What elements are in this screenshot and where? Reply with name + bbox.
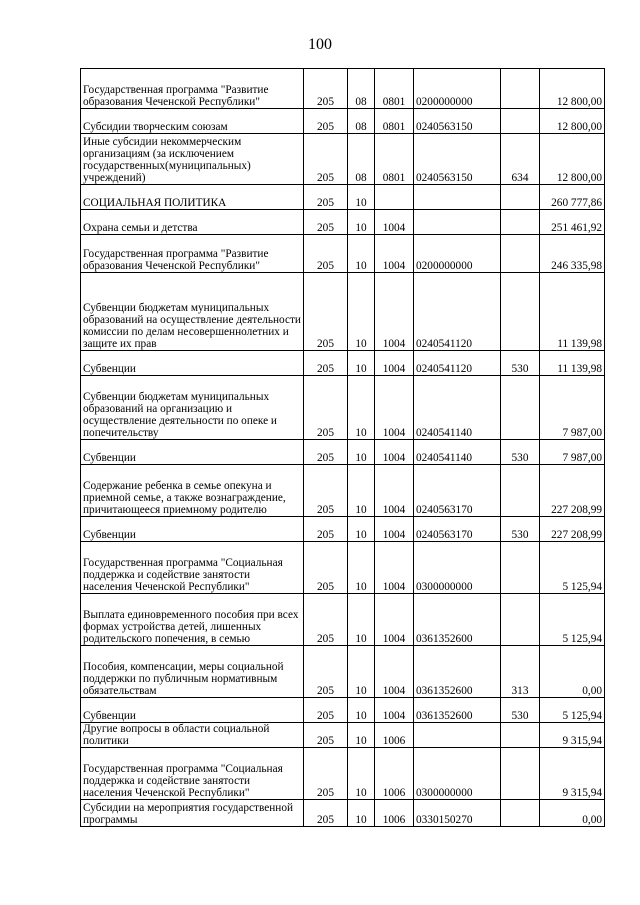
subsection-code-cell: 1006 bbox=[375, 800, 414, 827]
subsection-code-cell: 1004 bbox=[375, 376, 414, 440]
target-article-cell bbox=[414, 185, 501, 210]
section-code-cell: 10 bbox=[348, 210, 375, 235]
expense-type-cell: 313 bbox=[501, 646, 540, 698]
row-name-cell: Субсидии творческим союзам bbox=[81, 109, 304, 134]
row-name-cell: Государственная программа "Социальная поддержка и содействие занятости населения Чеченской Республики" bbox=[81, 748, 304, 800]
section-code-cell: 10 bbox=[348, 440, 375, 465]
subsection-code-cell: 1006 bbox=[375, 723, 414, 748]
target-article-cell: 0200000000 bbox=[414, 69, 501, 109]
glava-code-cell: 205 bbox=[304, 748, 348, 800]
table-row bbox=[81, 185, 605, 210]
table-row bbox=[81, 646, 605, 698]
subsection-code-cell: 1004 bbox=[375, 594, 414, 646]
expense-type-cell bbox=[501, 210, 540, 235]
amount-cell: 9 315,94 bbox=[540, 748, 605, 800]
amount-cell: 7 987,00 bbox=[540, 440, 605, 465]
expense-type-cell bbox=[501, 723, 540, 748]
table-row bbox=[81, 748, 605, 800]
row-name-cell: Государственная программа "Развитие образования Чеченской Республики" bbox=[81, 235, 304, 273]
glava-code-cell: 205 bbox=[304, 517, 348, 542]
glava-code-cell: 205 bbox=[304, 698, 348, 723]
glava-code-cell: 205 bbox=[304, 440, 348, 465]
amount-cell: 260 777,86 bbox=[540, 185, 605, 210]
row-name-cell: Субвенции бюджетам муниципальных образований на организацию и осуществление деятельности по опеке и попечительству bbox=[81, 376, 304, 440]
expense-type-cell: 530 bbox=[501, 440, 540, 465]
budget-table-body bbox=[81, 69, 605, 827]
target-article-cell: 0240541120 bbox=[414, 273, 501, 351]
table-row bbox=[81, 698, 605, 723]
subsection-code-cell: 1004 bbox=[375, 465, 414, 517]
row-name-cell: Другие вопросы в области социальной политики bbox=[81, 723, 304, 748]
section-code-cell: 10 bbox=[348, 594, 375, 646]
glava-code-cell: 205 bbox=[304, 134, 348, 185]
row-name-cell: Государственная программа "Развитие образования Чеченской Республики" bbox=[81, 69, 304, 109]
expense-type-cell: 530 bbox=[501, 517, 540, 542]
amount-cell: 9 315,94 bbox=[540, 723, 605, 748]
target-article-cell: 0240563170 bbox=[414, 465, 501, 517]
subsection-code-cell: 1004 bbox=[375, 542, 414, 594]
section-code-cell: 10 bbox=[348, 185, 375, 210]
glava-code-cell: 205 bbox=[304, 273, 348, 351]
section-code-cell: 08 bbox=[348, 109, 375, 134]
section-code-cell: 08 bbox=[348, 134, 375, 185]
expense-type-cell bbox=[501, 376, 540, 440]
table-row bbox=[81, 800, 605, 827]
section-code-cell: 10 bbox=[348, 748, 375, 800]
glava-code-cell: 205 bbox=[304, 69, 348, 109]
subsection-code-cell: 1004 bbox=[375, 351, 414, 376]
table-row bbox=[81, 273, 605, 351]
subsection-code-cell: 1004 bbox=[375, 235, 414, 273]
amount-cell: 5 125,94 bbox=[540, 698, 605, 723]
amount-cell: 7 987,00 bbox=[540, 376, 605, 440]
glava-code-cell: 205 bbox=[304, 351, 348, 376]
section-code-cell: 10 bbox=[348, 517, 375, 542]
row-name-cell: Субсидии на мероприятия государственной программы bbox=[81, 800, 304, 827]
row-name-cell: Субвенции bbox=[81, 698, 304, 723]
amount-cell: 251 461,92 bbox=[540, 210, 605, 235]
row-name-cell: Содержание ребенка в семье опекуна и приемной семье, а также вознаграждение, причитающееся приемному родителю bbox=[81, 465, 304, 517]
section-code-cell: 10 bbox=[348, 542, 375, 594]
subsection-code-cell: 1004 bbox=[375, 517, 414, 542]
section-code-cell: 10 bbox=[348, 351, 375, 376]
target-article-cell bbox=[414, 210, 501, 235]
amount-cell: 5 125,94 bbox=[540, 594, 605, 646]
row-name-cell: Охрана семьи и детства bbox=[81, 210, 304, 235]
table-row bbox=[81, 465, 605, 517]
table-row bbox=[81, 351, 605, 376]
target-article-cell bbox=[414, 723, 501, 748]
target-article-cell: 0330150270 bbox=[414, 800, 501, 827]
table-row bbox=[81, 517, 605, 542]
target-article-cell: 0240541140 bbox=[414, 440, 501, 465]
subsection-code-cell: 0801 bbox=[375, 109, 414, 134]
section-code-cell: 10 bbox=[348, 273, 375, 351]
amount-cell: 0,00 bbox=[540, 646, 605, 698]
expense-type-cell bbox=[501, 235, 540, 273]
subsection-code-cell bbox=[375, 185, 414, 210]
table-row bbox=[81, 210, 605, 235]
expense-type-cell bbox=[501, 273, 540, 351]
table-row bbox=[81, 723, 605, 748]
row-name-cell: Выплата единовременного пособия при всех формах устройства детей, лишенных родительского попечения, в семью bbox=[81, 594, 304, 646]
glava-code-cell: 205 bbox=[304, 376, 348, 440]
row-name-cell: Субвенции bbox=[81, 440, 304, 465]
expense-type-cell bbox=[501, 69, 540, 109]
section-code-cell: 10 bbox=[348, 698, 375, 723]
glava-code-cell: 205 bbox=[304, 210, 348, 235]
expense-type-cell: 634 bbox=[501, 134, 540, 185]
glava-code-cell: 205 bbox=[304, 185, 348, 210]
amount-cell: 12 800,00 bbox=[540, 134, 605, 185]
table-row bbox=[81, 235, 605, 273]
table-row bbox=[81, 109, 605, 134]
glava-code-cell: 205 bbox=[304, 594, 348, 646]
glava-code-cell: 205 bbox=[304, 542, 348, 594]
expense-type-cell: 530 bbox=[501, 698, 540, 723]
target-article-cell: 0240541120 bbox=[414, 351, 501, 376]
subsection-code-cell: 0801 bbox=[375, 134, 414, 185]
section-code-cell: 10 bbox=[348, 800, 375, 827]
table-row bbox=[81, 440, 605, 465]
subsection-code-cell: 1004 bbox=[375, 698, 414, 723]
target-article-cell: 0240563170 bbox=[414, 517, 501, 542]
target-article-cell: 0240563150 bbox=[414, 109, 501, 134]
subsection-code-cell: 1004 bbox=[375, 210, 414, 235]
row-name-cell: Иные субсидии некоммерческим организациям (за исключением государственных(муниципальных) учреждений) bbox=[81, 134, 304, 185]
expense-type-cell bbox=[501, 748, 540, 800]
section-code-cell: 10 bbox=[348, 376, 375, 440]
target-article-cell: 0361352600 bbox=[414, 594, 501, 646]
section-code-cell: 10 bbox=[348, 465, 375, 517]
expense-type-cell bbox=[501, 465, 540, 517]
target-article-cell: 0361352600 bbox=[414, 646, 501, 698]
target-article-cell: 0240563150 bbox=[414, 134, 501, 185]
row-name-cell: Субвенции бюджетам муниципальных образований на осуществление деятельности комиссии по делам несовершеннолетних и защите их прав bbox=[81, 273, 304, 351]
table-row bbox=[81, 134, 605, 185]
section-code-cell: 10 bbox=[348, 646, 375, 698]
target-article-cell: 0300000000 bbox=[414, 542, 501, 594]
subsection-code-cell: 1004 bbox=[375, 646, 414, 698]
expense-type-cell bbox=[501, 109, 540, 134]
amount-cell: 246 335,98 bbox=[540, 235, 605, 273]
row-name-cell: СОЦИАЛЬНАЯ ПОЛИТИКА bbox=[81, 185, 304, 210]
glava-code-cell: 205 bbox=[304, 465, 348, 517]
subsection-code-cell: 0801 bbox=[375, 69, 414, 109]
expense-type-cell bbox=[501, 800, 540, 827]
table-row bbox=[81, 376, 605, 440]
amount-cell: 0,00 bbox=[540, 800, 605, 827]
table-row bbox=[81, 542, 605, 594]
glava-code-cell: 205 bbox=[304, 109, 348, 134]
amount-cell: 11 139,98 bbox=[540, 273, 605, 351]
subsection-code-cell: 1006 bbox=[375, 748, 414, 800]
amount-cell: 227 208,99 bbox=[540, 517, 605, 542]
row-name-cell: Пособия, компенсации, меры социальной поддержки по публичным нормативным обязательствам bbox=[81, 646, 304, 698]
section-code-cell: 10 bbox=[348, 235, 375, 273]
glava-code-cell: 205 bbox=[304, 646, 348, 698]
amount-cell: 5 125,94 bbox=[540, 542, 605, 594]
glava-code-cell: 205 bbox=[304, 800, 348, 827]
glava-code-cell: 205 bbox=[304, 235, 348, 273]
target-article-cell: 0300000000 bbox=[414, 748, 501, 800]
expense-type-cell: 530 bbox=[501, 351, 540, 376]
target-article-cell: 0240541140 bbox=[414, 376, 501, 440]
target-article-cell: 0200000000 bbox=[414, 235, 501, 273]
target-article-cell: 0361352600 bbox=[414, 698, 501, 723]
amount-cell: 12 800,00 bbox=[540, 109, 605, 134]
amount-cell: 12 800,00 bbox=[540, 69, 605, 109]
expense-type-cell bbox=[501, 185, 540, 210]
row-name-cell: Государственная программа "Социальная поддержка и содействие занятости населения Чеченской Республики" bbox=[81, 542, 304, 594]
expense-type-cell bbox=[501, 594, 540, 646]
row-name-cell: Субвенции bbox=[81, 517, 304, 542]
row-name-cell: Субвенции bbox=[81, 351, 304, 376]
subsection-code-cell: 1004 bbox=[375, 440, 414, 465]
budget-table bbox=[80, 68, 605, 827]
page-number: 100 bbox=[308, 36, 332, 53]
section-code-cell: 08 bbox=[348, 69, 375, 109]
table-row bbox=[81, 594, 605, 646]
subsection-code-cell: 1004 bbox=[375, 273, 414, 351]
glava-code-cell: 205 bbox=[304, 723, 348, 748]
expense-type-cell bbox=[501, 542, 540, 594]
section-code-cell: 10 bbox=[348, 723, 375, 748]
amount-cell: 227 208,99 bbox=[540, 465, 605, 517]
table-row bbox=[81, 69, 605, 109]
amount-cell: 11 139,98 bbox=[540, 351, 605, 376]
